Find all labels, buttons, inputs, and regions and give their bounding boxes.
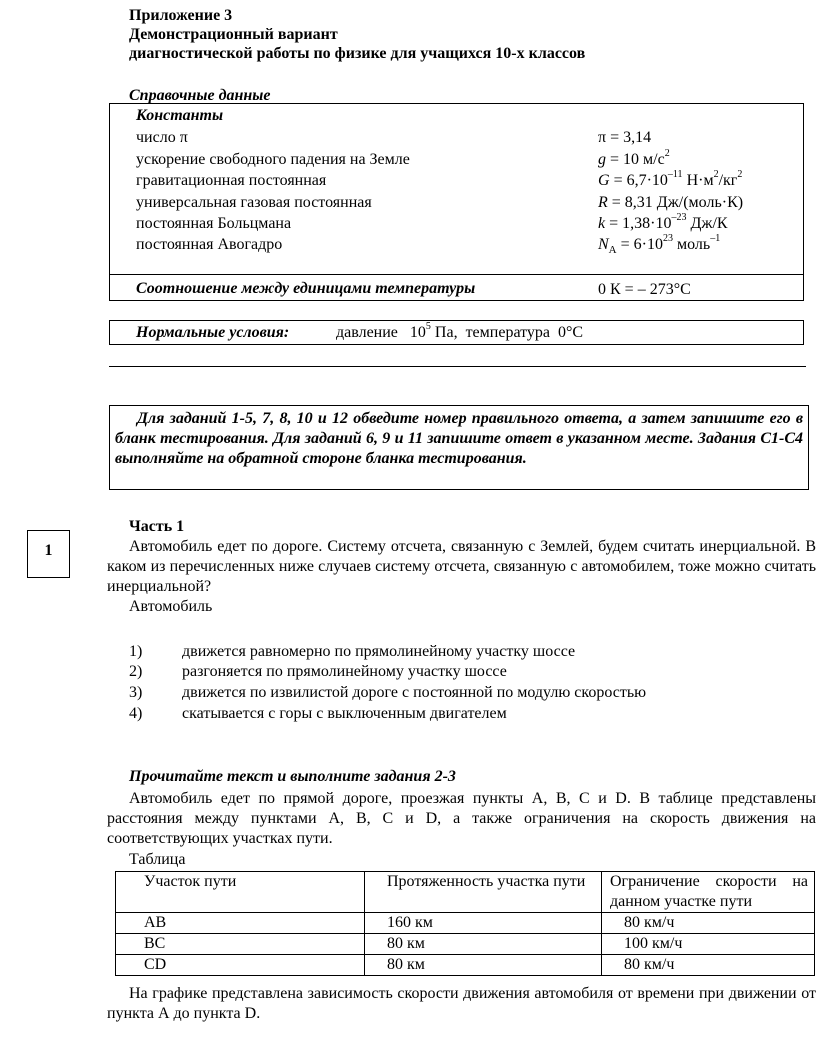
constant-row [136,233,796,257]
task-number-box [27,530,70,578]
temperature-value: 0 К = – 273°С [598,281,691,298]
constant-row [136,194,796,214]
constant-name: ускорение свободного падения на Земле [136,151,410,168]
variant-title: Демонстрационный вариант [129,26,338,43]
answer-option[interactable] [129,684,729,704]
answer-option[interactable] [129,705,729,725]
option-number: 4) [129,705,143,722]
part-title: Часть 1 [129,518,185,535]
reference-title: Справочные данные [129,87,271,104]
cell-segment: АВ [116,913,365,934]
divider [110,274,803,275]
table-row [116,913,815,934]
constant-value: $N_A = 6\cdot 10^{23}$ моль$^{-1}$ [598,233,721,257]
option-number: 3) [129,684,143,701]
task1-subject: Автомобиль [129,598,213,615]
header-segment: Участок пути [116,872,365,913]
task23-title: Прочитайте текст и выполните задания 2-3 [129,768,456,785]
constant-name: число π [136,129,188,146]
task23-text: Автомобиль едет по прямой дороге, проезжая пункты А, В, С и D. В таблице представлены расстояния между пунктами А, В, С и D, а также ограничения на скорость движения на соответствующих участках пути. [107,790,816,847]
answer-option[interactable] [129,643,729,663]
header-length: Протяженность участка пути [365,872,602,913]
option-text: разгоняется по прямолинейному участку шоссе [182,663,507,680]
table-row [116,934,815,955]
cell-limit: 100 км/ч [602,934,815,955]
temperature-label: Соотношение между единицами температуры [136,280,476,297]
constant-name: гравитационная постоянная [136,172,327,189]
instructions-text: Для заданий 1-5, 7, 8, 10 и 12 обведите номер правильного ответа, а затем запишите его в бланк тестирования. Для заданий 6, 9 и 11 запишите ответ в указанном месте. Задания С1-С4 выполняйте на обратной стороне бланка тестирования. [115,410,803,467]
instructions-box [109,405,809,490]
table-label: Таблица [129,851,186,868]
constant-row [136,169,796,192]
constant-row [136,148,796,171]
task-number: 1 [44,542,53,559]
constant-row [136,212,796,235]
table-header-row [116,872,815,913]
cell-segment: CD [116,955,365,976]
cell-segment: ВС [116,934,365,955]
cell-length: 80 км [365,955,602,976]
constant-value: $k = 1,38\cdot 10^{-23}$ Дж/К [598,212,728,232]
constants-title: Константы [136,107,224,124]
constant-value: π = 3,14 [598,129,652,146]
constant-value: $G = 6,7\cdot 10^{-11}$ $Н\cdot м^2/кг^2$ [598,169,743,189]
header-limit: Ограничение скорости на данном участке пути [602,872,815,913]
task23-question [107,789,816,849]
cell-length: 160 км [365,913,602,934]
constant-row [136,129,796,149]
cell-limit: 80 км/ч [602,913,815,934]
constant-value: g = 10 $м/с^2$ [598,148,670,168]
graph-intro-text: На графике представлена зависимость скорости движения автомобиля от времени при движении от пункта А до пункта D. [107,985,816,1022]
normal-conditions-label: Нормальные условия: [136,324,290,341]
header [129,6,585,63]
option-number: 1) [129,643,143,660]
option-text: движется равномерно по прямолинейному участку шоссе [182,643,576,660]
task1-question [107,537,816,597]
normal-conditions-box [109,320,804,345]
answer-option[interactable] [129,663,729,683]
cell-limit: 80 км/ч [602,955,815,976]
option-number: 2) [129,663,143,680]
work-title: диагностической работы по физике для учащихся 10-х классов [129,45,586,62]
constant-name: постоянная Авогадро [136,236,283,253]
option-text: движется по извилистой дороге с постоянной по модулю скоростью [182,684,647,701]
distance-table [115,871,815,976]
graph-intro [107,984,816,1024]
horizontal-rule [109,366,806,367]
cell-length: 80 км [365,934,602,955]
option-text: скатывается с горы с выключенным двигателем [182,705,507,722]
constant-value: R = 8,31 Дж/(моль·К) [598,194,744,211]
table-row [116,955,815,976]
constants-box [109,103,804,301]
task1-text: Автомобиль едет по дороге. Систему отсчета, связанную с Землей, будем считать инерциальной. В каком из перечисленных ниже случаев систему отсчета, связанную с автомобилем, тоже можно считать инерциальной? [107,538,816,595]
appendix-title: Приложение 3 [129,7,233,24]
normal-conditions-value: давление $10^5$ Па, температура 0°С [336,321,584,341]
constant-name: постоянная Больцмана [136,215,292,232]
constant-name: универсальная газовая постоянная [136,194,372,211]
